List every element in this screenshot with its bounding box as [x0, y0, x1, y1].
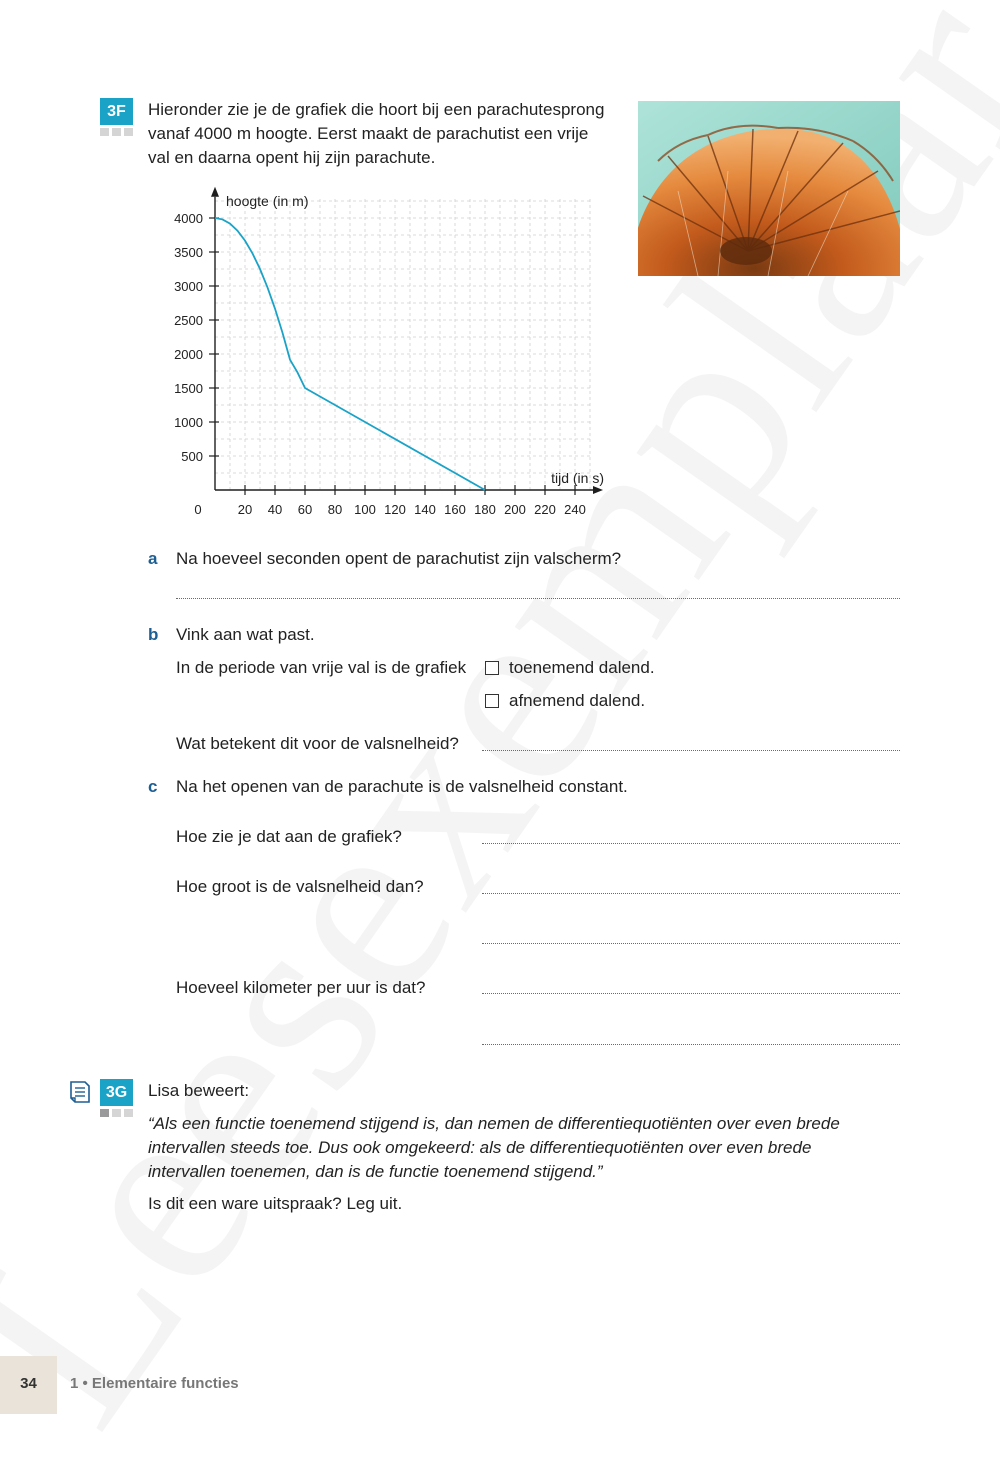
difficulty-indicator — [100, 128, 133, 136]
answer-line-b[interactable] — [482, 750, 900, 751]
y-tick-label: 1500 — [174, 381, 203, 396]
answer-line-c5[interactable] — [482, 1044, 900, 1045]
question-c-q2: Hoe groot is de valsnelheid dan? — [176, 877, 424, 896]
y-tick-label: 3500 — [174, 245, 203, 260]
x-tick-label: 220 — [534, 502, 556, 517]
y-tick-label: 3000 — [174, 279, 203, 294]
x-tick-label: 180 — [474, 502, 496, 517]
answer-line-c3[interactable] — [482, 943, 900, 944]
page-number: 34 — [20, 1375, 37, 1392]
x-tick-label: 80 — [327, 502, 343, 517]
question-letter-c: c — [148, 777, 158, 796]
question-c-q3: Hoeveel kilometer per uur is dat? — [176, 978, 426, 997]
x-tick-label: 40 — [267, 502, 283, 517]
x-axis-arrow — [593, 486, 603, 494]
x-tick-label: 160 — [444, 502, 466, 517]
exercise-intro-line-3: val en daarna opent hij zijn parachute. — [148, 148, 436, 167]
question-letter-a: a — [148, 549, 158, 568]
parachute-photo — [638, 101, 900, 276]
chapter-title: 1 • Elementaire functies — [70, 1375, 239, 1392]
question-c-statement: Na het openen van de parachute is de valsnelheid constant. — [176, 777, 628, 796]
checkbox-option-2[interactable] — [485, 694, 499, 708]
y-tick-label: 2500 — [174, 313, 203, 328]
answer-line-c4[interactable] — [482, 993, 900, 994]
question-b-followup: Wat betekent dit voor de valsnelheid? — [176, 734, 459, 753]
answer-line-a[interactable] — [176, 598, 900, 599]
x-tick-label: 240 — [564, 502, 586, 517]
chart-grid — [215, 198, 593, 490]
question-b-statement: In de periode van vrije val is de grafiek — [176, 658, 467, 677]
y-axis-arrow — [211, 187, 219, 197]
x-tick-label: 100 — [354, 502, 376, 517]
exercise-intro-line-1: Hieronder zie je de grafiek die hoort bij een parachutesprong — [148, 100, 605, 119]
question-c-q1: Hoe zie je dat aan de grafiek? — [176, 827, 402, 846]
x-tick-label: 120 — [384, 502, 406, 517]
y-tick-label: 2000 — [174, 347, 203, 362]
exercise-3g-question: Is dit een ware uitspraak? Leg uit. — [148, 1194, 403, 1213]
checkbox-option-1[interactable] — [485, 661, 499, 675]
exercise-number-badge: 3F — [100, 98, 133, 125]
y-tick-label: 1000 — [174, 415, 203, 430]
x-tick-label: 60 — [297, 502, 313, 517]
checkbox-option-1-label: toenemend dalend. — [509, 658, 655, 677]
quote-line-3: intervallen toenemen, dan is de functie toenemend stijgend.” — [148, 1162, 603, 1181]
difficulty-indicator-3g — [100, 1109, 133, 1117]
chart-origin-label: 0 — [194, 502, 202, 517]
y-tick-label: 500 — [181, 449, 203, 464]
quote-line-1: “Als een functie toenemend stijgend is, dan nemen de differentiequotiënten over even brede — [148, 1114, 840, 1133]
checkbox-option-2-label: afnemend dalend. — [509, 691, 646, 710]
question-b-instruction: Vink aan wat past. — [176, 625, 315, 644]
exercise-number-badge-3g: 3G — [100, 1079, 133, 1106]
x-tick-label: 200 — [504, 502, 526, 517]
y-tick-label: 4000 — [174, 211, 203, 226]
x-tick-label: 140 — [414, 502, 436, 517]
question-a-text: Na hoeveel seconden opent de parachutist zijn valscherm? — [176, 549, 622, 568]
parachute-jump-chart — [160, 176, 620, 526]
exercise-intro-line-2: vanaf 4000 m hoogte. Eerst maakt de parachutist een vrije — [148, 124, 589, 143]
x-tick-label: 20 — [237, 502, 253, 517]
quote-line-2: intervallen steeds toe. Dus ook omgekeerd: als de differentiequotiënten over even brede — [148, 1138, 812, 1157]
answer-line-c1[interactable] — [482, 843, 900, 844]
book-icon — [67, 1079, 93, 1105]
chart-x-axis-label: tijd (in s) — [551, 470, 604, 486]
exercise-3g-intro: Lisa beweert: — [148, 1081, 250, 1100]
answer-line-c2[interactable] — [482, 893, 900, 894]
chart-y-axis-label: hoogte (in m) — [226, 193, 309, 209]
chart-axes — [211, 187, 603, 494]
question-letter-b: b — [148, 625, 159, 644]
